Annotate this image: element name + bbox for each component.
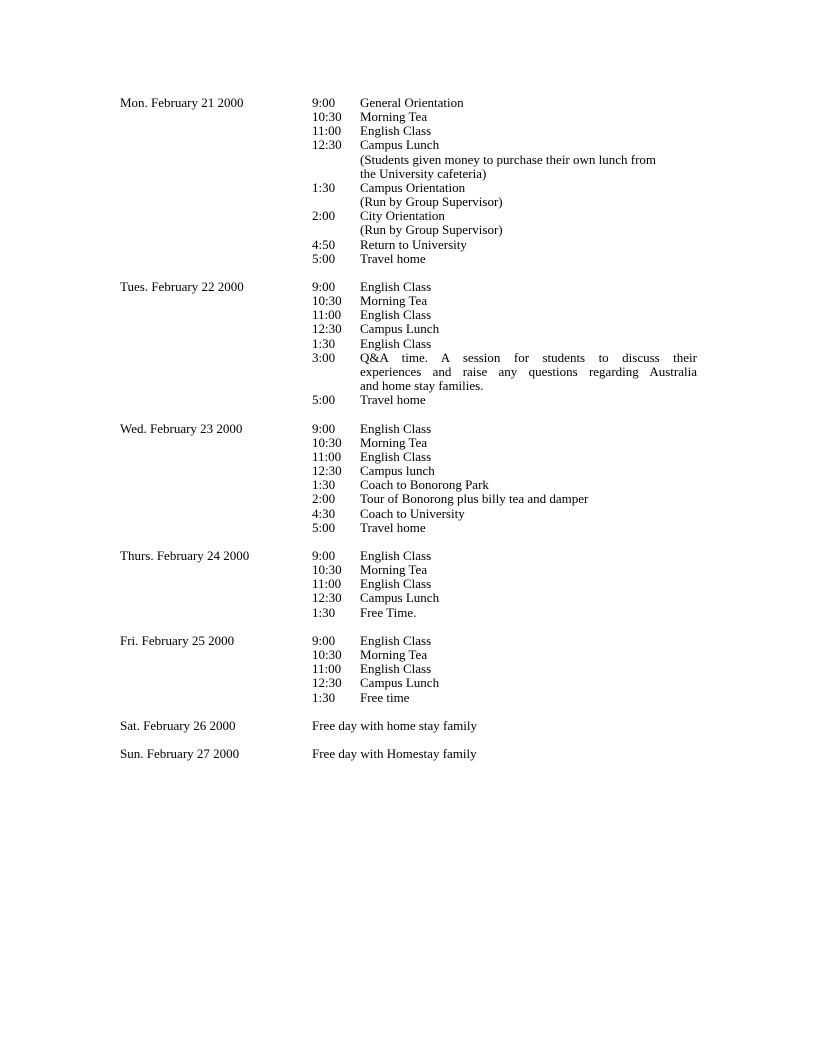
schedule-entry <box>312 110 697 124</box>
entry-time: 12:30 <box>312 137 342 153</box>
day-entries <box>312 719 697 733</box>
entry-time: 4:30 <box>312 505 336 521</box>
entry-description <box>360 308 697 322</box>
day-entries <box>312 634 697 705</box>
day-label: Sun. February 27 2000 <box>120 746 240 762</box>
entry-time: 11:00 <box>312 123 342 139</box>
day-entries <box>312 747 697 761</box>
entry-time: 11:00 <box>312 307 342 323</box>
entry-description <box>360 280 697 294</box>
entry-description <box>360 662 697 676</box>
entry-line: Q&A time. A session for students to discuss their <box>360 349 697 365</box>
entry-time: 10:30 <box>312 434 342 450</box>
day-block <box>120 549 710 620</box>
entry-time: 5:00 <box>312 392 336 408</box>
day-label: Wed. February 23 2000 <box>120 420 243 436</box>
entry-description <box>360 138 697 180</box>
entry-time: 11:00 <box>312 448 342 464</box>
entry-time: 5:00 <box>312 250 336 266</box>
entry-line: Morning Tea <box>360 109 428 125</box>
entry-description <box>360 691 697 705</box>
schedule-entry <box>312 563 697 577</box>
entry-line: City Orientation <box>360 208 445 224</box>
schedule-entry <box>312 507 697 521</box>
schedule-entry <box>312 577 697 591</box>
entry-time: 5:00 <box>312 519 336 535</box>
entry-description <box>360 252 697 266</box>
schedule-entry <box>312 634 697 648</box>
entry-description <box>360 322 697 336</box>
entry-line: English Class <box>360 576 432 592</box>
entry-line: Travel home <box>360 250 426 266</box>
schedule-entry <box>312 436 697 450</box>
schedule-entry <box>312 606 697 620</box>
entry-line: General Orientation <box>360 95 464 110</box>
entry-description <box>360 422 697 436</box>
entry-time: 3:00 <box>312 349 336 365</box>
schedule-entry <box>312 662 697 676</box>
day-label: Thurs. February 24 2000 <box>120 547 250 563</box>
entry-line: Campus Lunch <box>360 137 440 153</box>
day-label: Tues. February 22 2000 <box>120 279 244 295</box>
free-day-text: Free day with Homestay family <box>312 746 477 762</box>
entry-time: 11:00 <box>312 661 342 677</box>
entry-line: English Class <box>360 420 432 436</box>
schedule-entry <box>312 521 697 535</box>
schedule-entry <box>312 393 697 407</box>
entry-line: Campus Lunch <box>360 321 440 337</box>
entry-line: Campus Lunch <box>360 590 440 606</box>
entry-description <box>360 393 697 407</box>
entry-line: English Class <box>360 123 432 139</box>
entry-time: 12:30 <box>312 321 342 337</box>
entry-description <box>360 648 697 662</box>
entry-line: Travel home <box>360 392 426 408</box>
entry-time: 12:30 <box>312 590 342 606</box>
entry-description <box>360 478 697 492</box>
entry-line: English Class <box>360 448 432 464</box>
entry-line: English Class <box>360 632 432 648</box>
schedule-entry <box>312 450 697 464</box>
entry-line: (Students given money to purchase their own lunch from <box>360 151 657 167</box>
entry-time: 9:00 <box>312 420 336 436</box>
entry-description <box>360 492 697 506</box>
day-entries <box>312 280 697 407</box>
entry-description <box>360 110 697 124</box>
entry-line: Morning Tea <box>360 562 428 578</box>
schedule-entry <box>312 308 697 322</box>
schedule-entry <box>312 124 697 138</box>
entry-time: 1:30 <box>312 477 336 493</box>
entry-line: (Run by Group Supervisor) <box>360 222 503 238</box>
entry-line: Travel home <box>360 519 426 535</box>
entry-description <box>360 124 697 138</box>
entry-time: 12:30 <box>312 463 342 479</box>
entry-time: 1:30 <box>312 604 336 620</box>
schedule-entry <box>312 337 697 351</box>
entry-description <box>360 294 697 308</box>
entry-time: 10:30 <box>312 647 342 663</box>
day-block <box>120 634 710 705</box>
schedule-entry <box>312 549 697 563</box>
entry-line: Free time <box>360 689 410 705</box>
day-block <box>120 280 710 407</box>
entry-time: 2:00 <box>312 491 336 507</box>
day-entries <box>312 96 697 266</box>
entry-time: 9:00 <box>312 95 336 110</box>
entry-time: 1:30 <box>312 179 336 195</box>
entry-description <box>360 337 697 351</box>
entry-description <box>360 634 697 648</box>
schedule-entry <box>312 294 697 308</box>
day-label: Mon. February 21 2000 <box>120 95 244 110</box>
entry-description <box>360 606 697 620</box>
entry-time: 10:30 <box>312 562 342 578</box>
entry-description <box>360 351 697 393</box>
schedule-entry <box>312 96 697 110</box>
entry-line: English Class <box>360 547 432 563</box>
day-block <box>120 719 710 733</box>
entry-description <box>360 549 697 563</box>
entry-line: Coach to University <box>360 505 465 521</box>
entry-line: experiences and raise any questions regarding Australia <box>360 363 697 379</box>
entry-line: Return to University <box>360 236 467 252</box>
entry-description <box>360 181 697 209</box>
entry-time: 9:00 <box>312 547 336 563</box>
free-day-text: Free day with home stay family <box>312 717 477 733</box>
entry-line: Coach to Bonorong Park <box>360 477 489 493</box>
schedule-entry <box>312 138 697 180</box>
schedule-entry <box>312 591 697 605</box>
entry-time: 1:30 <box>312 689 336 705</box>
schedule-entry <box>312 691 697 705</box>
entry-line: English Class <box>360 307 432 323</box>
entry-description <box>360 436 697 450</box>
schedule-entry <box>312 648 697 662</box>
schedule <box>120 96 710 775</box>
entry-line: (Run by Group Supervisor) <box>360 194 503 210</box>
entry-line: the University cafeteria) <box>360 165 487 181</box>
day-entries <box>312 422 697 535</box>
entry-time: 1:30 <box>312 335 336 351</box>
entry-description <box>360 96 697 110</box>
entry-time: 10:30 <box>312 109 342 125</box>
entry-description <box>360 521 697 535</box>
entry-line: Free Time. <box>360 604 417 620</box>
entry-time: 11:00 <box>312 576 342 592</box>
day-label: Sat. February 26 2000 <box>120 717 236 733</box>
entry-line: Tour of Bonorong plus billy tea and damper <box>360 491 589 507</box>
entry-line: Campus Orientation <box>360 179 466 195</box>
entry-description <box>360 464 697 478</box>
entry-description <box>360 563 697 577</box>
schedule-entry <box>312 252 697 266</box>
day-block <box>120 747 710 761</box>
entry-time: 12:30 <box>312 675 342 691</box>
schedule-entry <box>312 464 697 478</box>
entry-line: English Class <box>360 279 432 295</box>
entry-line: Morning Tea <box>360 434 428 450</box>
entry-time: 9:00 <box>312 632 336 648</box>
schedule-entry <box>312 238 697 252</box>
schedule-entry <box>312 280 697 294</box>
entry-description <box>360 676 697 690</box>
entry-line: Morning Tea <box>360 647 428 663</box>
entry-description <box>360 238 697 252</box>
entry-time: 9:00 <box>312 279 336 295</box>
schedule-entry <box>312 676 697 690</box>
schedule-entry <box>312 322 697 336</box>
entry-description <box>360 577 697 591</box>
schedule-entry <box>312 422 697 436</box>
schedule-entry <box>312 351 697 393</box>
entry-description <box>360 450 697 464</box>
entry-line: and home stay families. <box>360 378 484 394</box>
entry-line: Campus Lunch <box>360 675 440 691</box>
entry-line: Morning Tea <box>360 293 428 309</box>
entry-line: Campus lunch <box>360 463 435 479</box>
schedule-entry <box>312 181 697 209</box>
day-entries <box>312 549 697 620</box>
entry-description <box>360 591 697 605</box>
day-block <box>120 96 710 266</box>
entry-time: 4:50 <box>312 236 336 252</box>
day-label: Fri. February 25 2000 <box>120 632 235 648</box>
schedule-entry <box>312 478 697 492</box>
entry-time: 2:00 <box>312 208 336 224</box>
entry-line: English Class <box>360 335 432 351</box>
entry-line: English Class <box>360 661 432 677</box>
entry-description <box>360 507 697 521</box>
entry-time: 10:30 <box>312 293 342 309</box>
schedule-entry <box>312 492 697 506</box>
day-block <box>120 422 710 535</box>
schedule-entry <box>312 209 697 237</box>
entry-description <box>360 209 697 237</box>
